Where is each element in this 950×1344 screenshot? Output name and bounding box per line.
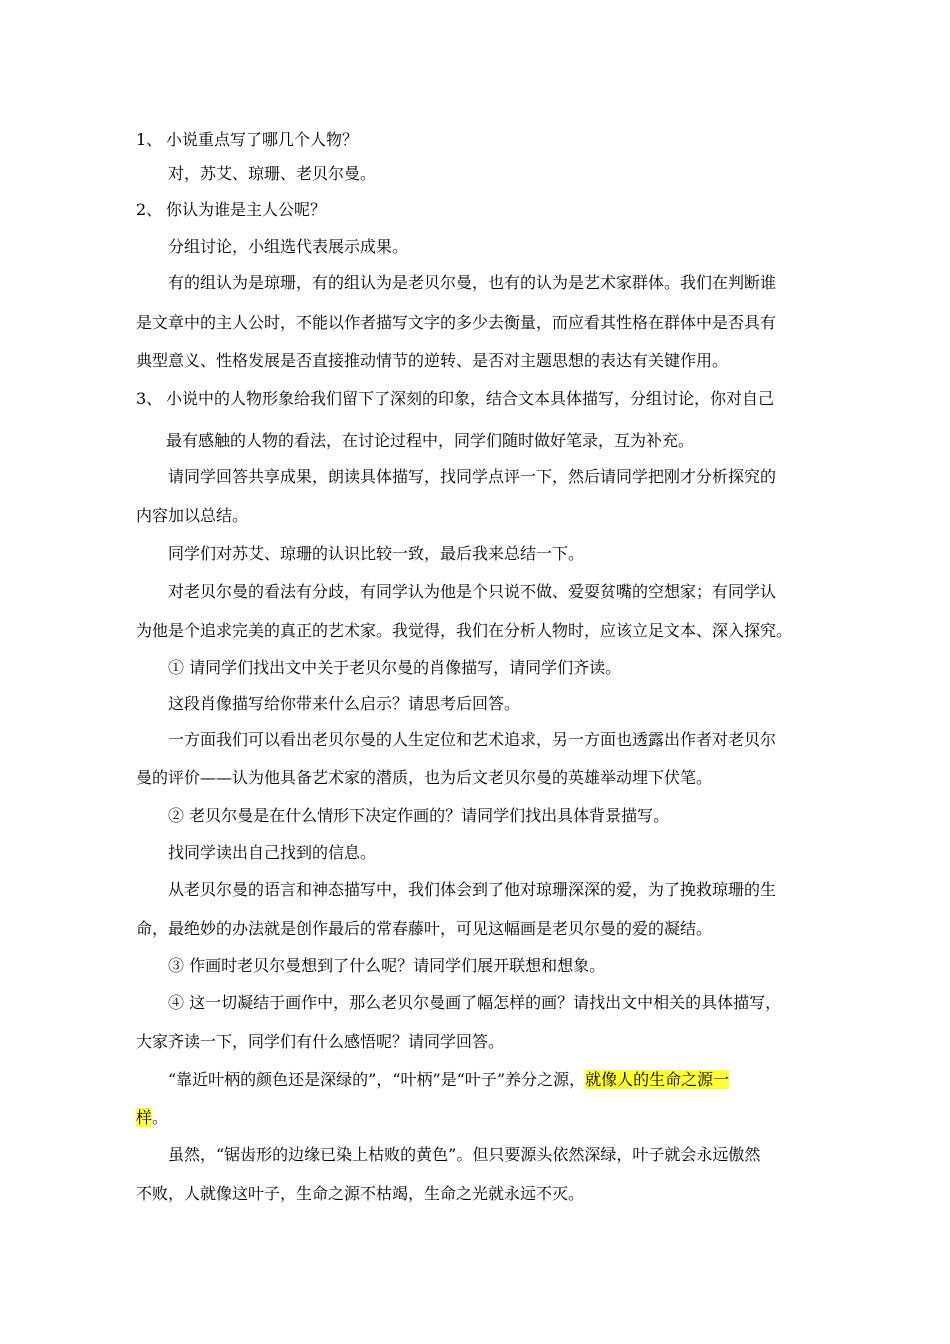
question-3 — [136, 387, 816, 411]
paragraph-line: 这段肖像描写给你带来什么启示？请思考后回答。 — [168, 694, 521, 713]
paragraph-line: 有的组认为是琼珊，有的组认为是老贝尔曼，也有的认为是艺术家群体。我们在判断谁 — [168, 273, 777, 292]
question-number: 2、 — [136, 200, 163, 219]
question-number: 1、 — [136, 130, 163, 149]
paragraph-line: 找同学读出自己找到的信息。 — [168, 843, 377, 862]
paragraph-line: 从老贝尔曼的语言和神态描写中，我们体会到了他对琼珊深深的爱，为了挽救琼珊的生 — [168, 880, 777, 899]
paragraph-line: 内容加以总结。 — [136, 506, 249, 525]
paragraph-line: 同学们对苏艾、琼珊的认识比较一致，最后我来总结一下。 — [168, 544, 585, 563]
question-text: 你认为谁是主人公呢？ — [166, 200, 327, 219]
step-1: ① 请同学们找出文中关于老贝尔曼的肖像描写，请同学们齐读。 — [168, 658, 622, 677]
paragraph-line: 请同学回答共享成果，朗读具体描写，找同学点评一下，然后请同学把刚才分析探究的 — [168, 467, 777, 486]
question-2 — [136, 198, 816, 222]
paragraph-line: 典型意义、性格发展是否直接推动情节的逆转、是否对主题思想的表达有关键作用。 — [136, 351, 729, 370]
paragraph-line: 为他是个追求完美的真正的艺术家。我觉得，我们在分析人物时，应该立足文本、深入探究。 — [136, 621, 793, 640]
quote-text: 。 — [152, 1108, 169, 1127]
paragraph-line: 对老贝尔曼的看法有分歧，有同学认为他是个只说不做、爱耍贫嘴的空想家；有同学认 — [168, 582, 777, 601]
highlighted-text: 就像人的生命之源一 — [585, 1070, 730, 1089]
question-text: 小说中的人物形象给我们留下了深刻的印象，结合文本具体描写，分组讨论，你对自己 — [166, 389, 775, 408]
quote-paragraph-line — [168, 1068, 848, 1092]
question-text: 小说重点写了哪几个人物？ — [166, 130, 359, 149]
answer-1: 对，苏艾、琼珊、老贝尔曼。 — [168, 164, 377, 183]
quote-text: “靠近叶柄的颜色还是深绿的”，“叶柄”是“叶子”养分之源， — [168, 1070, 586, 1089]
paragraph-line: 是文章中的主人公时，不能以作者描写文字的多少去衡量，而应看其性格在群体中是否具有 — [136, 313, 777, 332]
highlighted-text: 样 — [136, 1108, 153, 1127]
question-number: 3、 — [136, 389, 163, 408]
paragraph-line: 虽然，“锯齿形的边缘已染上枯败的黄色”。但只要源头依然深绿，叶子就会永远傲然 — [168, 1145, 761, 1164]
step-4: ④ 这一切凝结于画作中，那么老贝尔曼画了幅怎样的画？请找出文中相关的具体描写， — [168, 993, 782, 1012]
answer-2: 分组讨论，小组选代表展示成果。 — [168, 237, 409, 256]
question-1 — [136, 128, 816, 152]
step-3: ③ 作画时老贝尔曼想到了什么呢？请同学们展开联想和想象。 — [168, 956, 606, 975]
paragraph-line: 命，最绝妙的办法就是创作最后的常春藤叶，可见这幅画是老贝尔曼的爱的凝结。 — [136, 919, 713, 938]
question-3-continued: 最有感触的人物的看法，在讨论过程中，同学们随时做好笔录，互为补充。 — [166, 431, 695, 450]
step-4-continued: 大家齐读一下，同学们有什么感悟呢？请同学回答。 — [136, 1032, 505, 1051]
paragraph-line: 不败，人就像这叶子，生命之源不枯竭，生命之光就永远不灭。 — [136, 1184, 585, 1203]
paragraph-line: 一方面我们可以看出老贝尔曼的人生定位和艺术追求，另一方面也透露出作者对老贝尔 — [168, 730, 777, 749]
quote-paragraph-line — [136, 1106, 816, 1130]
paragraph-line: 曼的评价——认为他具备艺术家的潜质，也为后文老贝尔曼的英雄举动埋下伏笔。 — [136, 768, 713, 787]
step-2: ② 老贝尔曼是在什么情形下决定作画的？请同学们找出具体背景描写。 — [168, 806, 670, 825]
